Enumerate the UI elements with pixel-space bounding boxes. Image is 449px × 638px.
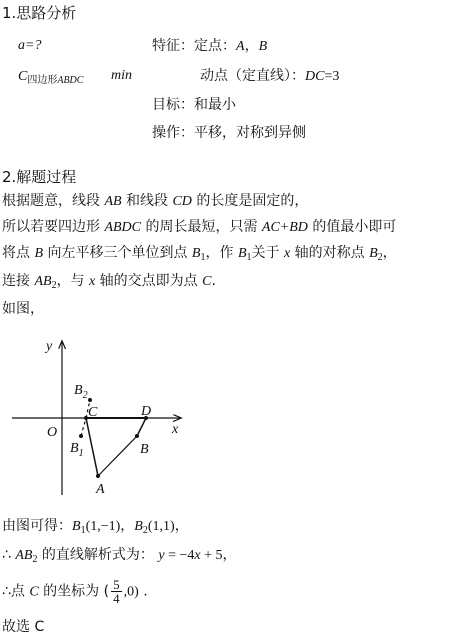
feature-row [152,37,267,56]
text: 的直线解析式为： [37,547,159,563]
segment-bd [137,418,146,436]
c-sub-cn: 四边形 [27,75,58,86]
fixed-a: A [236,39,245,54]
label-a: A [96,482,105,497]
var-b2: B [134,519,143,534]
sub: 1 [246,252,252,263]
text: ， [222,547,237,563]
var-b: B [34,246,44,261]
text: ，作 [205,245,238,261]
segment-ca [86,418,98,476]
var-b1: B [72,519,81,534]
sub: 2 [377,252,383,263]
label-c: C [88,405,98,420]
var-x: x [194,548,201,563]
var-b2: B [369,246,378,261]
label-b2 [74,383,88,401]
sub: 1 [200,252,206,263]
sub: 1 [80,525,86,536]
para-line-3 [2,244,397,263]
para-line-4 [2,272,216,291]
point-a [96,474,100,478]
text: 的周长最短，只需 [141,219,262,235]
point-b [135,434,139,438]
text: . [211,273,216,289]
min-label: min [111,68,132,83]
label-b1-sub: 1 [78,448,84,459]
para-line-2 [2,218,396,237]
text: 由图可得： [2,518,72,534]
text: ，与 [56,273,90,289]
var-y: y [158,548,165,563]
coordinate-diagram [0,330,200,500]
var-abdc: ABDC [104,220,142,235]
eq-end: + 5 [200,548,223,563]
b2-coord: (1,1) [147,519,175,534]
sub: 2 [51,280,57,291]
para-line-5: 如图， [2,301,44,317]
section2-title: 2.解题过程 [2,168,77,186]
result-line-2 [2,546,237,565]
text: 的坐标为 ( [38,583,110,600]
c-symbol: C [18,69,28,84]
section1-title: 1.思路分析 [2,4,77,22]
segment-b1c-dashed [81,418,86,436]
text: ， [382,245,397,261]
var-b1: B [191,246,201,261]
dc-var: DC [305,69,325,84]
fraction-denominator: 4 [113,591,120,606]
text: 轴的对称点 [290,245,370,261]
label-b2-main: B [74,383,83,398]
moving-label: 动点（定直线）： [200,68,305,84]
var-cd: CD [172,194,192,209]
fraction-numerator: 5 [113,577,120,592]
var-x: x [89,274,96,289]
operation-row [152,124,306,142]
text: 和线段 [121,193,173,209]
para-line-1 [2,192,308,211]
goal-label: 目标： [152,97,194,113]
segment-ab [98,436,137,476]
var-ab2: AB [34,274,52,289]
text: 连接 [2,273,35,289]
label-d: D [141,404,152,419]
text: ， [174,518,189,534]
op-value: 平移，对称到异侧 [194,125,306,141]
text: ∴点 [2,583,30,600]
answer-line: 故选 C [2,619,45,635]
text: 向左平移三个单位到点 [43,245,192,261]
var-x: x [283,246,291,261]
label-y: y [46,339,53,354]
feature-value: 定点： [194,38,236,54]
b1-coord: (1,−1) [85,519,121,534]
dc-value: =3 [324,69,340,84]
fixed-sep: ， [244,38,259,54]
label-b: B [140,442,149,457]
text: 的长度是固定的， [191,193,309,209]
perimeter-expression [18,67,83,90]
sub: 2 [142,525,148,536]
text: 关于 [251,245,284,261]
var-b1: B [237,246,247,261]
text: 轴的交点即为点 [95,273,203,289]
sub: 2 [32,554,38,565]
var-c: C [202,274,212,289]
var-c: C [29,584,39,600]
text: 所以若要四边形 [2,219,105,235]
text: 根据题意，线段 [2,193,105,209]
text: 的值最小即可 [307,219,397,235]
label-b1 [70,441,84,459]
var-ab2: AB [15,548,33,563]
moving-row [200,67,339,86]
point-b2 [88,398,92,402]
goal-value: 和最小 [194,97,236,113]
var-acbd: AC+BD [261,220,308,235]
eq-mid: = −4 [164,548,195,563]
c-sub-var: ABDC [57,75,84,86]
op-label: 操作： [152,125,194,141]
feature-label: 特征： [152,38,194,54]
var-ab: AB [104,194,122,209]
coord-tail: ,0) [123,584,139,600]
label-b2-sub: 2 [82,390,88,401]
text: ∴ [2,547,16,563]
label-b1-main: B [70,441,79,456]
goal-row [152,96,236,114]
text: 将点 [2,245,35,261]
result-line-3 [2,578,148,605]
fixed-b: B [258,39,268,54]
point-b1 [79,434,83,438]
label-x: x [172,422,179,437]
a-unknown: a=? [18,38,42,53]
text: ， [120,518,135,534]
text: . [138,583,148,600]
label-origin: O [47,425,58,440]
result-line-1 [2,517,189,536]
fraction-5-4 [111,578,122,605]
